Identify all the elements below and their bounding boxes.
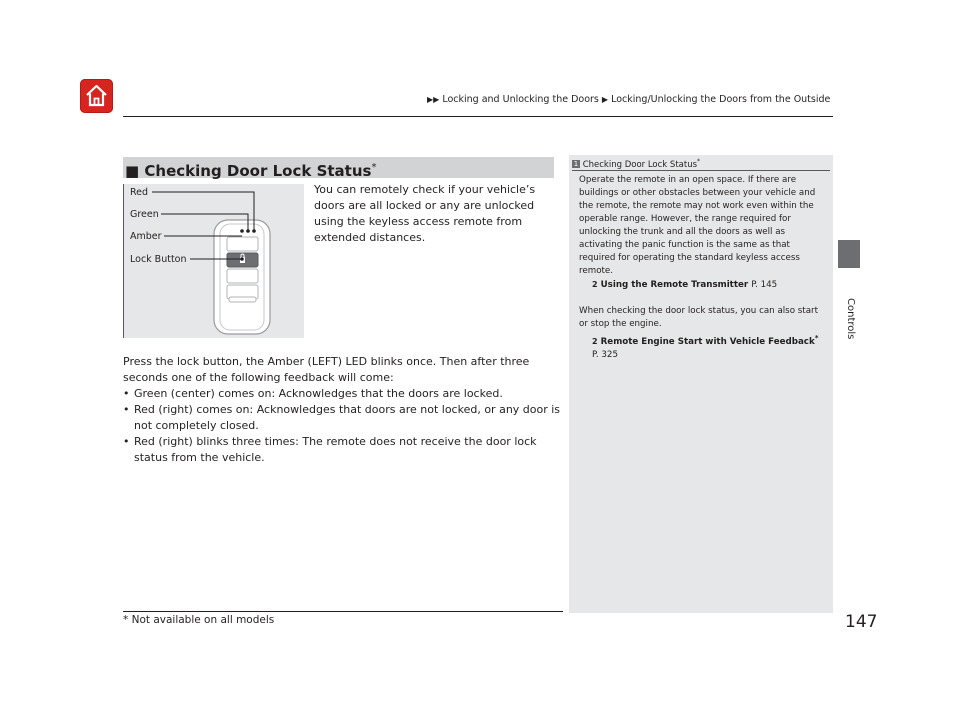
callout-amber: Amber bbox=[130, 231, 162, 242]
breadcrumb-arrow-icon: ▶▶ bbox=[427, 95, 440, 104]
note-number-badge: 1 bbox=[573, 160, 579, 169]
section-title-text: Checking Door Lock Status bbox=[144, 162, 372, 180]
side-note-body bbox=[579, 174, 824, 362]
page-number: 147 bbox=[845, 612, 878, 632]
asterisk-mark: * bbox=[697, 158, 701, 165]
side-note-title bbox=[572, 158, 700, 170]
reference-arrow-icon: 2 bbox=[592, 280, 598, 289]
chapter-tab-marker bbox=[838, 240, 860, 268]
body-text bbox=[123, 354, 563, 466]
reference-title: Remote Engine Start with Vehicle Feedback bbox=[600, 336, 815, 347]
callout-lock-button: Lock Button bbox=[130, 254, 187, 265]
home-icon bbox=[84, 83, 109, 109]
header-divider bbox=[123, 116, 833, 117]
list-item: • Green (center) comes on: Acknowledges that the doors are locked. bbox=[123, 386, 563, 402]
cross-reference-link[interactable] bbox=[579, 278, 824, 292]
list-item: • Red (right) comes on: Acknowledges that doors are not locked, or any door is not completely closed. bbox=[123, 402, 563, 434]
reference-page: P. 145 bbox=[751, 280, 778, 290]
breadcrumb-item-outside[interactable]: Locking/Unlocking the Doors from the Outside bbox=[611, 94, 831, 105]
list-item: • Red (right) blinks three times: The remote does not receive the door lock status from the vehicle. bbox=[123, 434, 563, 466]
intro-paragraph: You can remotely check if your vehicle’s doors are all locked or any are unlocked using the keyless access remote from extended distances. bbox=[314, 183, 536, 244]
remote-illustration bbox=[123, 184, 304, 338]
breadcrumb-item-locking[interactable]: Locking and Unlocking the Doors bbox=[442, 94, 599, 105]
callout-red: Red bbox=[130, 187, 149, 198]
footnote: * Not available on all models bbox=[123, 614, 275, 626]
side-note-paragraph: Operate the remote in an open space. If there are buildings or other obstacles between your vehicle and the remote, the remote may not work even within the operable range. However, the range required for unlocking the trunk and all the doors as well as activating the panic function is the same as that required for operating the standard keyless access remote. bbox=[579, 175, 816, 276]
cross-reference-link[interactable] bbox=[579, 331, 824, 362]
asterisk-mark: * bbox=[814, 333, 819, 342]
body-paragraph: Press the lock button, the Amber (LEFT) LED blinks once. Then after three seconds one of the following feedback will come: bbox=[123, 355, 530, 384]
breadcrumb-arrow-icon: ▶ bbox=[601, 95, 609, 104]
section-title bbox=[125, 157, 376, 182]
chapter-label[interactable]: Controls bbox=[845, 298, 856, 340]
footnote-divider bbox=[123, 611, 563, 612]
side-note-title-text: Checking Door Lock Status bbox=[582, 159, 698, 170]
home-button[interactable] bbox=[80, 79, 113, 113]
breadcrumb bbox=[427, 94, 830, 105]
feedback-list bbox=[123, 386, 563, 466]
side-note-paragraph: When checking the door lock status, you can also start or stop the engine. bbox=[579, 306, 819, 329]
callout-green: Green bbox=[130, 209, 159, 220]
side-note-divider bbox=[572, 170, 830, 171]
reference-page: P. 325 bbox=[592, 349, 618, 360]
square-bullet-icon: ■ bbox=[125, 162, 140, 180]
reference-title: Using the Remote Transmitter bbox=[600, 280, 749, 290]
reference-arrow-icon: 2 bbox=[592, 336, 598, 346]
asterisk-mark: * bbox=[371, 162, 377, 173]
